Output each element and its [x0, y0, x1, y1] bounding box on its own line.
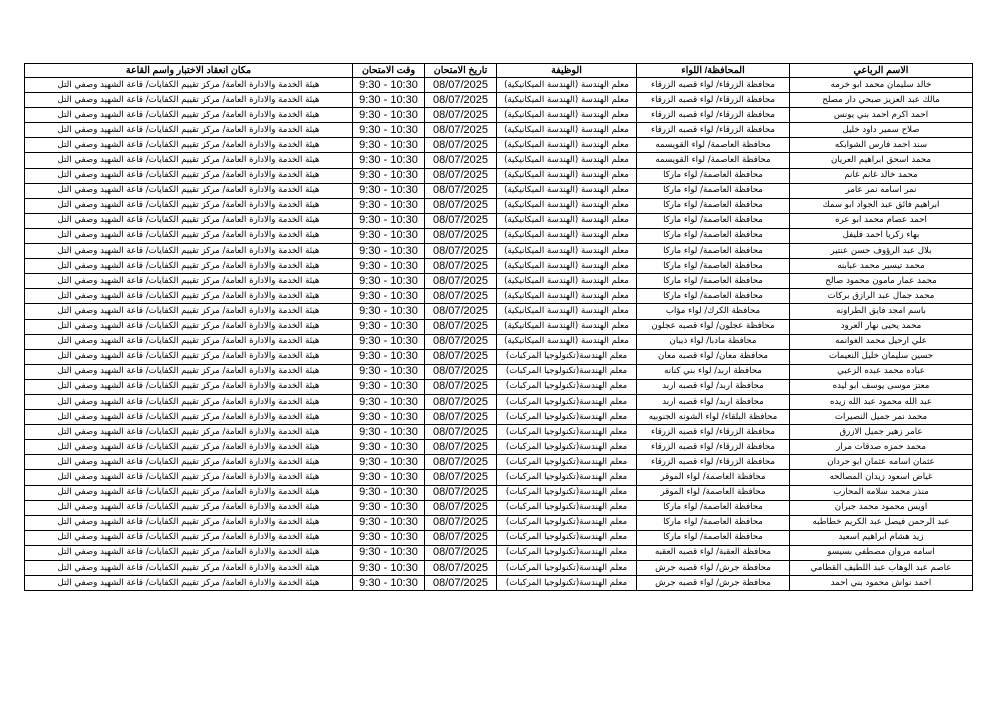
- cell-time: 9:30 - 10:30: [353, 319, 425, 334]
- cell-time: 9:30 - 10:30: [353, 379, 425, 394]
- cell-time: 9:30 - 10:30: [353, 244, 425, 259]
- cell-job: معلم الهندسة (الهندسة الميكانيكية): [497, 304, 637, 319]
- cell-governorate: محافظة العاصمة/ لواء ماركا: [637, 530, 790, 545]
- cell-name: صلاح سمير داود خليل: [790, 123, 973, 138]
- table-row: [25, 244, 973, 259]
- cell-place: هيئة الخدمة والادارة العامة/ مركز تقييم الكفايات/ قاعة الشهيد وصفي التل: [25, 228, 353, 243]
- cell-place: هيئة الخدمة والادارة العامة/ مركز تقييم الكفايات/ قاعة الشهيد وصفي التل: [25, 334, 353, 349]
- cell-place: هيئة الخدمة والادارة العامة/ مركز تقييم الكفايات/ قاعة الشهيد وصفي التل: [25, 289, 353, 304]
- cell-governorate: محافظة العاصمة/ لواء ماركا: [637, 213, 790, 228]
- table-row: [25, 455, 973, 470]
- cell-place: هيئة الخدمة والادارة العامة/ مركز تقييم الكفايات/ قاعة الشهيد وصفي التل: [25, 168, 353, 183]
- cell-time: 9:30 - 10:30: [353, 485, 425, 500]
- cell-governorate: محافظة العاصمة/ لواء الموقر: [637, 485, 790, 500]
- cell-name: اويس محمود محمد جبران: [790, 500, 973, 515]
- cell-governorate: محافظة العاصمة/ لواء ماركا: [637, 274, 790, 289]
- header-date: تاريخ الامتحان: [425, 64, 497, 78]
- cell-place: هيئة الخدمة والادارة العامة/ مركز تقييم الكفايات/ قاعة الشهيد وصفي التل: [25, 485, 353, 500]
- cell-name: عبد الرحمن فيصل عبد الكريم خطاطبه: [790, 515, 973, 530]
- cell-place: هيئة الخدمة والادارة العامة/ مركز تقييم الكفايات/ قاعة الشهيد وصفي التل: [25, 213, 353, 228]
- cell-job: معلم الهندسة(تكنولوجيا المركبات): [497, 410, 637, 425]
- cell-name: محمد حمزه صدقات مرار: [790, 440, 973, 455]
- cell-governorate: محافظة الزرقاء/ لواء قصبه الزرقاء: [637, 108, 790, 123]
- cell-governorate: محافظة العاصمة/ لواء القويسمه: [637, 138, 790, 153]
- header-name: الاسم الرباعي: [790, 64, 973, 78]
- cell-date: 08/07/2025: [425, 364, 497, 379]
- table-row: [25, 561, 973, 576]
- cell-time: 9:30 - 10:30: [353, 500, 425, 515]
- cell-time: 9:30 - 10:30: [353, 259, 425, 274]
- cell-date: 08/07/2025: [425, 394, 497, 409]
- cell-name: محمد خالد غانم غانم: [790, 168, 973, 183]
- cell-place: هيئة الخدمة والادارة العامة/ مركز تقييم الكفايات/ قاعة الشهيد وصفي التل: [25, 123, 353, 138]
- cell-place: هيئة الخدمة والادارة العامة/ مركز تقييم الكفايات/ قاعة الشهيد وصفي التل: [25, 93, 353, 108]
- cell-place: هيئة الخدمة والادارة العامة/ مركز تقييم الكفايات/ قاعة الشهيد وصفي التل: [25, 455, 353, 470]
- cell-date: 08/07/2025: [425, 410, 497, 425]
- table-row: [25, 425, 973, 440]
- table-row: [25, 576, 973, 591]
- cell-name: مالك عبد العزيز صبحي دار مصلح: [790, 93, 973, 108]
- cell-date: 08/07/2025: [425, 259, 497, 274]
- table-row: [25, 123, 973, 138]
- cell-date: 08/07/2025: [425, 123, 497, 138]
- cell-name: محمد يحيى نهار العرود: [790, 319, 973, 334]
- cell-date: 08/07/2025: [425, 485, 497, 500]
- cell-time: 9:30 - 10:30: [353, 213, 425, 228]
- cell-governorate: محافظة الزرقاء/ لواء قصبه الزرقاء: [637, 78, 790, 93]
- cell-governorate: محافظة العاصمة/ لواء ماركا: [637, 183, 790, 198]
- cell-name: محمد نمر جميل النصيرات: [790, 410, 973, 425]
- cell-time: 9:30 - 10:30: [353, 515, 425, 530]
- table-row: [25, 470, 973, 485]
- cell-date: 08/07/2025: [425, 153, 497, 168]
- table-row: [25, 289, 973, 304]
- table-row: [25, 530, 973, 545]
- cell-job: معلم الهندسة (الهندسة الميكانيكية): [497, 259, 637, 274]
- cell-job: معلم الهندسة (الهندسة الميكانيكية): [497, 183, 637, 198]
- cell-place: هيئة الخدمة والادارة العامة/ مركز تقييم الكفايات/ قاعة الشهيد وصفي التل: [25, 545, 353, 560]
- cell-place: هيئة الخدمة والادارة العامة/ مركز تقييم الكفايات/ قاعة الشهيد وصفي التل: [25, 515, 353, 530]
- header-governorate: المحافظة/ اللواء: [637, 64, 790, 78]
- cell-name: محمد جمال عبد الرازق بركات: [790, 289, 973, 304]
- cell-time: 9:30 - 10:30: [353, 228, 425, 243]
- cell-date: 08/07/2025: [425, 545, 497, 560]
- cell-name: احمد نواش محمود بني احمد: [790, 576, 973, 591]
- cell-place: هيئة الخدمة والادارة العامة/ مركز تقييم الكفايات/ قاعة الشهيد وصفي التل: [25, 183, 353, 198]
- cell-date: 08/07/2025: [425, 78, 497, 93]
- cell-name: نمر اسامه نمر عامر: [790, 183, 973, 198]
- cell-governorate: محافظة الكرك/ لواء مؤاب: [637, 304, 790, 319]
- cell-place: هيئة الخدمة والادارة العامة/ مركز تقييم الكفايات/ قاعة الشهيد وصفي التل: [25, 349, 353, 364]
- cell-date: 08/07/2025: [425, 500, 497, 515]
- cell-governorate: محافظة الزرقاء/ لواء قصبه الزرقاء: [637, 425, 790, 440]
- table-row: [25, 168, 973, 183]
- cell-date: 08/07/2025: [425, 138, 497, 153]
- cell-job: معلم الهندسة(تكنولوجيا المركبات): [497, 455, 637, 470]
- cell-date: 08/07/2025: [425, 561, 497, 576]
- cell-name: سند احمد فارس الشوابكه: [790, 138, 973, 153]
- table-row: [25, 183, 973, 198]
- cell-job: معلم الهندسة(تكنولوجيا المركبات): [497, 470, 637, 485]
- cell-name: عثمان اسامه عثمان ابو حردان: [790, 455, 973, 470]
- cell-governorate: محافظة العقبة/ لواء قصبه العقبه: [637, 545, 790, 560]
- cell-governorate: محافظة العاصمة/ لواء ماركا: [637, 500, 790, 515]
- cell-governorate: محافظة الزرقاء/ لواء قصبه الزرقاء: [637, 123, 790, 138]
- cell-time: 9:30 - 10:30: [353, 425, 425, 440]
- cell-place: هيئة الخدمة والادارة العامة/ مركز تقييم الكفايات/ قاعة الشهيد وصفي التل: [25, 470, 353, 485]
- cell-time: 9:30 - 10:30: [353, 93, 425, 108]
- cell-job: معلم الهندسة (الهندسة الميكانيكية): [497, 78, 637, 93]
- cell-place: هيئة الخدمة والادارة العامة/ مركز تقييم الكفايات/ قاعة الشهيد وصفي التل: [25, 530, 353, 545]
- cell-date: 08/07/2025: [425, 108, 497, 123]
- cell-governorate: محافظة مادبا/ لواء ذيبان: [637, 334, 790, 349]
- cell-governorate: محافظة العاصمة/ لواء ماركا: [637, 198, 790, 213]
- cell-date: 08/07/2025: [425, 515, 497, 530]
- cell-governorate: محافظة جرش/ لواء قصبه جرش: [637, 561, 790, 576]
- header-place: مكان انعقاد الاختبار واسم القاعة: [25, 64, 353, 78]
- table-row: [25, 274, 973, 289]
- cell-place: هيئة الخدمة والادارة العامة/ مركز تقييم الكفايات/ قاعة الشهيد وصفي التل: [25, 138, 353, 153]
- cell-time: 9:30 - 10:30: [353, 364, 425, 379]
- cell-name: محمد اسحق ابراهيم العريان: [790, 153, 973, 168]
- table-row: [25, 78, 973, 93]
- cell-name: منذر محمد سلامه المحارب: [790, 485, 973, 500]
- cell-name: باسم امجد فايق الطراونه: [790, 304, 973, 319]
- cell-place: هيئة الخدمة والادارة العامة/ مركز تقييم الكفايات/ قاعة الشهيد وصفي التل: [25, 259, 353, 274]
- cell-date: 08/07/2025: [425, 470, 497, 485]
- cell-date: 08/07/2025: [425, 334, 497, 349]
- cell-governorate: محافظة العاصمة/ لواء الموقر: [637, 470, 790, 485]
- cell-job: معلم الهندسة (الهندسة الميكانيكية): [497, 213, 637, 228]
- cell-job: معلم الهندسة (الهندسة الميكانيكية): [497, 228, 637, 243]
- cell-governorate: محافظة جرش/ لواء قصبه جرش: [637, 576, 790, 591]
- cell-governorate: محافظة العاصمة/ لواء ماركا: [637, 515, 790, 530]
- cell-place: هيئة الخدمة والادارة العامة/ مركز تقييم الكفايات/ قاعة الشهيد وصفي التل: [25, 440, 353, 455]
- cell-time: 9:30 - 10:30: [353, 334, 425, 349]
- cell-place: هيئة الخدمة والادارة العامة/ مركز تقييم الكفايات/ قاعة الشهيد وصفي التل: [25, 153, 353, 168]
- cell-date: 08/07/2025: [425, 304, 497, 319]
- cell-job: معلم الهندسة (الهندسة الميكانيكية): [497, 93, 637, 108]
- cell-governorate: محافظة الزرقاء/ لواء قصبه الزرقاء: [637, 93, 790, 108]
- cell-time: 9:30 - 10:30: [353, 168, 425, 183]
- cell-governorate: محافظة العاصمة/ لواء ماركا: [637, 259, 790, 274]
- table-row: [25, 153, 973, 168]
- cell-time: 9:30 - 10:30: [353, 470, 425, 485]
- cell-governorate: محافظة معان/ لواء قصبه معان: [637, 349, 790, 364]
- cell-name: علي ارحيل محمد الغوانمه: [790, 334, 973, 349]
- cell-job: معلم الهندسة(تكنولوجيا المركبات): [497, 485, 637, 500]
- cell-date: 08/07/2025: [425, 289, 497, 304]
- cell-time: 9:30 - 10:30: [353, 198, 425, 213]
- cell-job: معلم الهندسة (الهندسة الميكانيكية): [497, 244, 637, 259]
- table-row: [25, 379, 973, 394]
- cell-job: معلم الهندسة(تكنولوجيا المركبات): [497, 545, 637, 560]
- cell-place: هيئة الخدمة والادارة العامة/ مركز تقييم الكفايات/ قاعة الشهيد وصفي التل: [25, 319, 353, 334]
- table-row: [25, 364, 973, 379]
- cell-name: اسامه مروان مصطفى بسيسو: [790, 545, 973, 560]
- cell-job: معلم الهندسة(تكنولوجيا المركبات): [497, 440, 637, 455]
- cell-date: 08/07/2025: [425, 228, 497, 243]
- cell-governorate: محافظة اربد/ لواء بني كنانه: [637, 364, 790, 379]
- cell-governorate: محافظة عجلون/ لواء قصبه عجلون: [637, 319, 790, 334]
- table-row: [25, 485, 973, 500]
- cell-name: حسين سليمان خليل النعيمات: [790, 349, 973, 364]
- cell-place: هيئة الخدمة والادارة العامة/ مركز تقييم الكفايات/ قاعة الشهيد وصفي التل: [25, 561, 353, 576]
- cell-name: عامر زهير جميل الازرق: [790, 425, 973, 440]
- cell-place: هيئة الخدمة والادارة العامة/ مركز تقييم الكفايات/ قاعة الشهيد وصفي التل: [25, 198, 353, 213]
- cell-time: 9:30 - 10:30: [353, 576, 425, 591]
- cell-governorate: محافظة العاصمة/ لواء القويسمه: [637, 153, 790, 168]
- cell-job: معلم الهندسة(تكنولوجيا المركبات): [497, 364, 637, 379]
- cell-job: معلم الهندسة (الهندسة الميكانيكية): [497, 138, 637, 153]
- cell-name: زيد هشام ابراهيم اسعيد: [790, 530, 973, 545]
- cell-time: 9:30 - 10:30: [353, 138, 425, 153]
- cell-date: 08/07/2025: [425, 455, 497, 470]
- cell-job: معلم الهندسة(تكنولوجيا المركبات): [497, 561, 637, 576]
- cell-time: 9:30 - 10:30: [353, 108, 425, 123]
- table-row: [25, 500, 973, 515]
- cell-time: 9:30 - 10:30: [353, 410, 425, 425]
- cell-name: محمد عمار مامون محمود صالح: [790, 274, 973, 289]
- cell-job: معلم الهندسة (الهندسة الميكانيكية): [497, 334, 637, 349]
- table-row: [25, 410, 973, 425]
- cell-place: هيئة الخدمة والادارة العامة/ مركز تقييم الكفايات/ قاعة الشهيد وصفي التل: [25, 379, 353, 394]
- cell-place: هيئة الخدمة والادارة العامة/ مركز تقييم الكفايات/ قاعة الشهيد وصفي التل: [25, 410, 353, 425]
- table-row: [25, 304, 973, 319]
- cell-place: هيئة الخدمة والادارة العامة/ مركز تقييم الكفايات/ قاعة الشهيد وصفي التل: [25, 425, 353, 440]
- table-row: [25, 334, 973, 349]
- cell-job: معلم الهندسة(تكنولوجيا المركبات): [497, 394, 637, 409]
- cell-date: 08/07/2025: [425, 244, 497, 259]
- cell-name: بهاء زكريا احمد فليفل: [790, 228, 973, 243]
- cell-name: محمد تيسير محمد عبابنه: [790, 259, 973, 274]
- cell-job: معلم الهندسة (الهندسة الميكانيكية): [497, 198, 637, 213]
- cell-job: معلم الهندسة(تكنولوجيا المركبات): [497, 379, 637, 394]
- cell-name: عباده محمد عبده الزعبي: [790, 364, 973, 379]
- cell-governorate: محافظة العاصمة/ لواء ماركا: [637, 244, 790, 259]
- cell-job: معلم الهندسة (الهندسة الميكانيكية): [497, 168, 637, 183]
- table-row: [25, 138, 973, 153]
- cell-time: 9:30 - 10:30: [353, 183, 425, 198]
- cell-place: هيئة الخدمة والادارة العامة/ مركز تقييم الكفايات/ قاعة الشهيد وصفي التل: [25, 394, 353, 409]
- cell-governorate: محافظة اربد/ لواء قصبه اربد: [637, 379, 790, 394]
- cell-date: 08/07/2025: [425, 198, 497, 213]
- cell-date: 08/07/2025: [425, 93, 497, 108]
- table-row: [25, 213, 973, 228]
- cell-job: معلم الهندسة(تكنولوجيا المركبات): [497, 349, 637, 364]
- cell-job: معلم الهندسة (الهندسة الميكانيكية): [497, 123, 637, 138]
- cell-place: هيئة الخدمة والادارة العامة/ مركز تقييم الكفايات/ قاعة الشهيد وصفي التل: [25, 78, 353, 93]
- cell-place: هيئة الخدمة والادارة العامة/ مركز تقييم الكفايات/ قاعة الشهيد وصفي التل: [25, 576, 353, 591]
- cell-name: معتز موسى يوسف ابو ليده: [790, 379, 973, 394]
- cell-time: 9:30 - 10:30: [353, 561, 425, 576]
- cell-governorate: محافظة العاصمة/ لواء ماركا: [637, 168, 790, 183]
- cell-place: هيئة الخدمة والادارة العامة/ مركز تقييم الكفايات/ قاعة الشهيد وصفي التل: [25, 500, 353, 515]
- cell-name: عبد الله محمود عبد الله زيده: [790, 394, 973, 409]
- cell-place: هيئة الخدمة والادارة العامة/ مركز تقييم الكفايات/ قاعة الشهيد وصفي التل: [25, 274, 353, 289]
- cell-name: احمد عصام محمد ابو عره: [790, 213, 973, 228]
- cell-job: معلم الهندسة(تكنولوجيا المركبات): [497, 500, 637, 515]
- cell-place: هيئة الخدمة والادارة العامة/ مركز تقييم الكفايات/ قاعة الشهيد وصفي التل: [25, 108, 353, 123]
- cell-job: معلم الهندسة(تكنولوجيا المركبات): [497, 576, 637, 591]
- cell-job: معلم الهندسة (الهندسة الميكانيكية): [497, 108, 637, 123]
- cell-name: غياض اسعود زيدان المصالحه: [790, 470, 973, 485]
- cell-governorate: محافظة اربد/ لواء قصبه اربد: [637, 394, 790, 409]
- cell-job: معلم الهندسة (الهندسة الميكانيكية): [497, 274, 637, 289]
- table-row: [25, 349, 973, 364]
- table-row: [25, 440, 973, 455]
- cell-governorate: محافظة الزرقاء/ لواء قصبه الزرقاء: [637, 455, 790, 470]
- cell-date: 08/07/2025: [425, 183, 497, 198]
- cell-time: 9:30 - 10:30: [353, 349, 425, 364]
- cell-governorate: محافظة الزرقاء/ لواء قصبه الزرقاء: [637, 440, 790, 455]
- table-row: [25, 259, 973, 274]
- cell-job: معلم الهندسة(تكنولوجيا المركبات): [497, 515, 637, 530]
- table-row: [25, 93, 973, 108]
- table-row: [25, 319, 973, 334]
- cell-name: بلال عبد الرؤوف حسن عنتير: [790, 244, 973, 259]
- table-row: [25, 394, 973, 409]
- cell-job: معلم الهندسة(تكنولوجيا المركبات): [497, 530, 637, 545]
- cell-time: 9:30 - 10:30: [353, 530, 425, 545]
- cell-place: هيئة الخدمة والادارة العامة/ مركز تقييم الكفايات/ قاعة الشهيد وصفي التل: [25, 364, 353, 379]
- cell-date: 08/07/2025: [425, 213, 497, 228]
- cell-name: عاصم عبد الوهاب عبد اللطيف القطامي: [790, 561, 973, 576]
- header-row: [25, 64, 973, 78]
- cell-date: 08/07/2025: [425, 274, 497, 289]
- cell-time: 9:30 - 10:30: [353, 455, 425, 470]
- cell-governorate: محافظة العاصمة/ لواء ماركا: [637, 289, 790, 304]
- cell-job: معلم الهندسة (الهندسة الميكانيكية): [497, 153, 637, 168]
- table-row: [25, 198, 973, 213]
- cell-date: 08/07/2025: [425, 440, 497, 455]
- cell-job: معلم الهندسة(تكنولوجيا المركبات): [497, 425, 637, 440]
- cell-job: معلم الهندسة (الهندسة الميكانيكية): [497, 319, 637, 334]
- cell-date: 08/07/2025: [425, 530, 497, 545]
- cell-time: 9:30 - 10:30: [353, 153, 425, 168]
- cell-date: 08/07/2025: [425, 349, 497, 364]
- table-row: [25, 545, 973, 560]
- cell-name: احمد اكرم احمد بني يونس: [790, 108, 973, 123]
- cell-time: 9:30 - 10:30: [353, 274, 425, 289]
- cell-time: 9:30 - 10:30: [353, 394, 425, 409]
- table-row: [25, 108, 973, 123]
- exam-schedule-table: [24, 63, 973, 591]
- cell-governorate: محافظة البلقاء/ لواء الشونه الجنوبيه: [637, 410, 790, 425]
- cell-date: 08/07/2025: [425, 319, 497, 334]
- cell-date: 08/07/2025: [425, 168, 497, 183]
- cell-name: ابراهيم فائق عبد الجواد ابو سمك: [790, 198, 973, 213]
- cell-time: 9:30 - 10:30: [353, 440, 425, 455]
- table-row: [25, 515, 973, 530]
- cell-time: 9:30 - 10:30: [353, 123, 425, 138]
- cell-time: 9:30 - 10:30: [353, 289, 425, 304]
- cell-name: خالد سليمان محمد ابو خرمه: [790, 78, 973, 93]
- header-job: الوظيفة: [497, 64, 637, 78]
- cell-place: هيئة الخدمة والادارة العامة/ مركز تقييم الكفايات/ قاعة الشهيد وصفي التل: [25, 304, 353, 319]
- cell-date: 08/07/2025: [425, 379, 497, 394]
- cell-governorate: محافظة العاصمة/ لواء ماركا: [637, 228, 790, 243]
- cell-place: هيئة الخدمة والادارة العامة/ مركز تقييم الكفايات/ قاعة الشهيد وصفي التل: [25, 244, 353, 259]
- cell-time: 9:30 - 10:30: [353, 545, 425, 560]
- cell-date: 08/07/2025: [425, 576, 497, 591]
- cell-date: 08/07/2025: [425, 425, 497, 440]
- cell-time: 9:30 - 10:30: [353, 78, 425, 93]
- cell-time: 9:30 - 10:30: [353, 304, 425, 319]
- header-time: وقت الامتحان: [353, 64, 425, 78]
- table-row: [25, 228, 973, 243]
- cell-job: معلم الهندسة (الهندسة الميكانيكية): [497, 289, 637, 304]
